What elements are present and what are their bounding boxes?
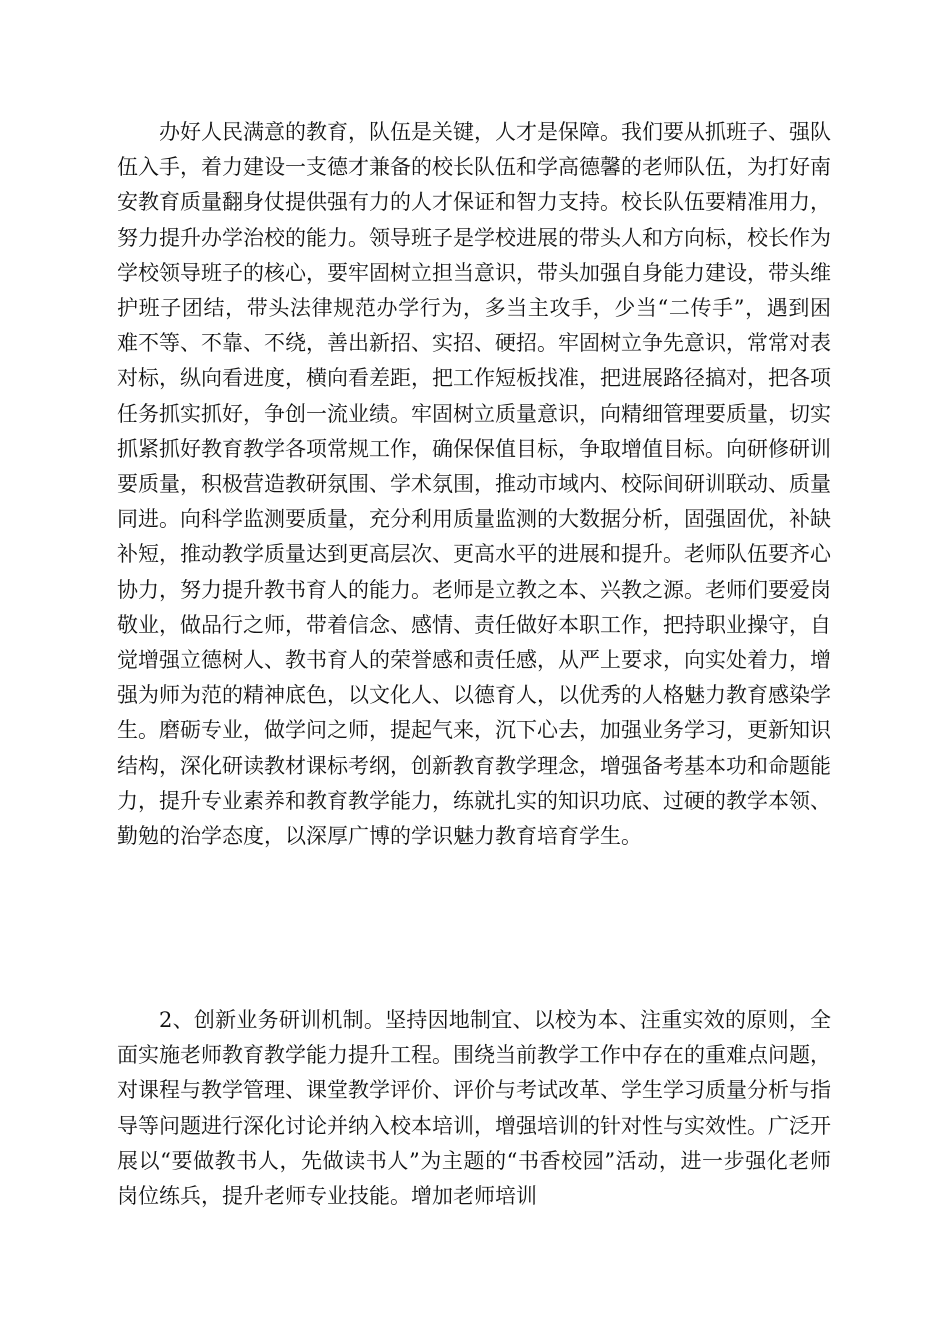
paragraph-team-building: 办好人民满意的教育，队伍是关键，人才是保障。我们要从抓班子、强队伍入手，着力建设一支德才兼备的校长队伍和学高德馨的老师队伍，为打好南安教育质量翻身仗提供强有力的人才保证和智力支持。校长队伍要精准用力，努力提升办学治校的能力。领导班子是学校进展的带头人和方向标，校长作为学校领导班子的核心，要牢固树立担当意识，带头加强自身能力建设，带头维护班子团结，带头法律规范办学行为，多当主攻手，少当“二传手”，遇到困难不等、不靠、不绕，善出新招、实招、硬招。牢固树立争先意识，常常对表对标，纵向看进度，横向看差距，把工作短板找准，把进展路径搞对，把各项任务抓实抓好，争创一流业绩。牢固树立质量意识，向精细管理要质量，切实抓紧抓好教育教学各项常规工作，确保保值目标，争取增值目标。向研修研训要质量，积极营造教研氛围、学术氛围，推动市域内、校际间研训联动、质量同进。向科学监测要质量，充分利用质量监测的大数据分析，固强固优，补缺补短，推动教学质量达到更高层次、更高水平的进展和提升。老师队伍要齐心协力，努力提升教书育人的能力。老师是立教之本、兴教之源。老师们要爱岗敬业，做品行之师，带着信念、感情、责任做好本职工作，把持职业操守，自觉增强立德树人、教书育人的荣誉感和责任感，从严上要求，向实处着力，增强为师为范的精神底色，以文化人、以德育人，以优秀的人格魅力教育感染学生。磨砺专业，做学问之师，提起气来，沉下心去，加强业务学习，更新知识结构，深化研读教材课标考纲，创新教育教学理念，增强备考基本功和命题能力，提升专业素养和教育教学能力，练就扎实的知识功底、过硬的教学本领、勤勉的治学态度，以深厚广博的学识魅力教育培育学生。 (117, 120, 831, 849)
paragraph-training-mechanism: 2、创新业务研训机制。坚持因地制宜、以校为本、注重实效的原则，全面实施老师教育教学能力提升工程。围绕当前教学工作中存在的重难点问题，对课程与教学管理、课堂教学评价、评价与考试改革、学生学习质量分析与指导等问题进行深化讨论并纳入校本培训，增强培训的针对性与实效性。广泛开展以“要做教书人，先做读书人”为主题的“书香校园”活动，进一步强化老师岗位练兵，提升老师专业技能。增加老师培训 (117, 1008, 831, 1209)
